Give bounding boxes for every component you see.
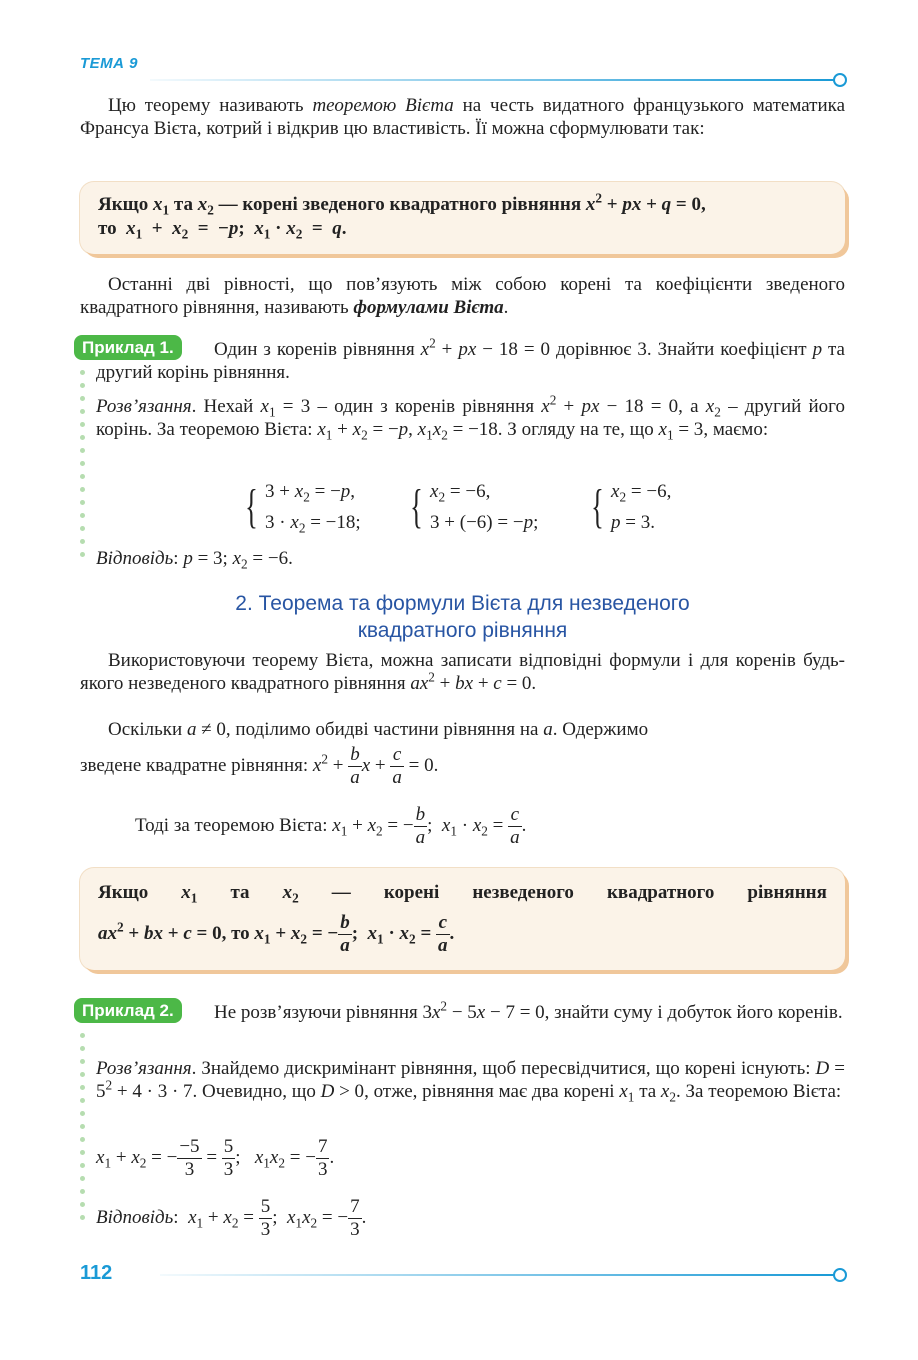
- example2-answer: Відповідь: $x_1 + x_2$ = $\frac{5}{3}$ ; $x_1x_2$ = − $\frac{7}{3}$ .: [96, 1196, 367, 1240]
- section-2-heading: 2. Теорема та формули Вієта для незведеного квадратного рівняння: [235, 592, 690, 642]
- example2-task: Не розв’язуючи рівняння $3x^2 - 5x - 7 = 0$, знайти суму і добуток його коренів.: [214, 998, 843, 1023]
- example2-vieta: $x_1 + x_2$ = − $\frac{-5}{3}$ = $\frac{5}{3}$ ; $x_1x_2$ = − $\frac{7}{3}$ .: [96, 1136, 335, 1180]
- footer-rule: [160, 1274, 835, 1276]
- section2-reduced-equation: зведене квадратне рівняння: $x^2$ + $\frac{b}{a}$ x + $\frac{c}{a}$ = 0.: [80, 744, 439, 788]
- section2-paragraph-2: Оскільки a ≠ 0, поділимо обидві частини рівняння на a. Одержимо: [108, 719, 649, 740]
- system-3: { $x_2 = -6$, p = 3.: [591, 480, 672, 533]
- example1-task: Один з коренів рівняння $x^2$ + px − 18 = 0 дорівнює 3. Знайти коефіцієнт p та другий корінь рівняння.: [96, 335, 845, 383]
- example2-dots: [80, 1033, 86, 1228]
- example2-badge: Приклад 2.: [74, 999, 182, 1021]
- system-1: { $3 + x_2 = -p$, $3 \cdot x_2 = -18$;: [245, 480, 361, 536]
- example1-solution: Розв’язання. Нехай $x_1 = 3$ – один з коренів рівняння $x^2$ + px − 18 = 0, а $x_2$ – другий його корінь. За теоремою Вієта: $x_1 + x_2 = -p$, $x_1x_2 = -18$. З огляду на те, що $x_1 = 3$, маємо:: [96, 392, 846, 443]
- page-number: 112: [80, 1262, 113, 1284]
- system-2: { $x_2 = -6$, 3 + (−6) = −p;: [410, 480, 539, 533]
- topic-label: ТЕМА 9: [80, 55, 139, 72]
- example1-dots: [80, 370, 86, 565]
- example1-badge: Приклад 1.: [74, 336, 182, 358]
- theorem-box-general: Якщо $x_1$ та $x_2$ — корені незведеного квадратного рівняння $ax^2$ + bx + c = 0, то $x_1 + x_2$ = − $\frac{b}{a}$ ; $x_1 \cdot x_2$ = $\frac{c}{a}$ .: [80, 868, 845, 970]
- vieta-formulas-paragraph: Останні дві рівності, що пов’язують між собою корені та коефіцієнти зведеного квадратного рівняння, називають формулами Вієта.: [80, 274, 845, 318]
- theorem-box-reduced: Якщо $x_1$ та $x_2$ — корені зведеного квадратного рівняння $x^2$ + px + q = 0, то $x_1 + x_2 = -p$; $x_1 \cdot x_2 = q$.: [80, 182, 845, 254]
- example2-solution: Розв’язання. Знайдемо дискримінант рівняння, щоб пересвідчитися, що корені існують: $D = 5^2 + 4 \cdot 3 \cdot 7$. Очевидно, що D > 0, отже, рівняння має два корені $x_1$ та $x_2$. За теоремою Вієта:: [96, 1058, 845, 1105]
- section2-vieta-result: Тоді за теоремою Вієта: $x_1 + x_2$ = − $\frac{b}{a}$ ; $x_1 \cdot x_2$ = $\frac{c}{a}$ .: [135, 804, 527, 848]
- example1-answer: Відповідь: p = 3; $x_2 = -6$.: [96, 548, 293, 572]
- header-ring-icon: [833, 73, 847, 87]
- header-rule: [150, 79, 835, 81]
- footer-ring-icon: [833, 1268, 847, 1282]
- intro-paragraph: Цю теорему називають теоремою Вієта на честь видатного французького математика Франсуа Вієта, котрий і відкрив цю властивість. Її можна сформулювати так:: [80, 95, 846, 139]
- section2-paragraph-1: Використовуючи теорему Вієта, можна записати відповідні формули і для коренів будь-якого незведеного квадратного рівняння $ax^2$ + bx + c = 0.: [80, 650, 845, 694]
